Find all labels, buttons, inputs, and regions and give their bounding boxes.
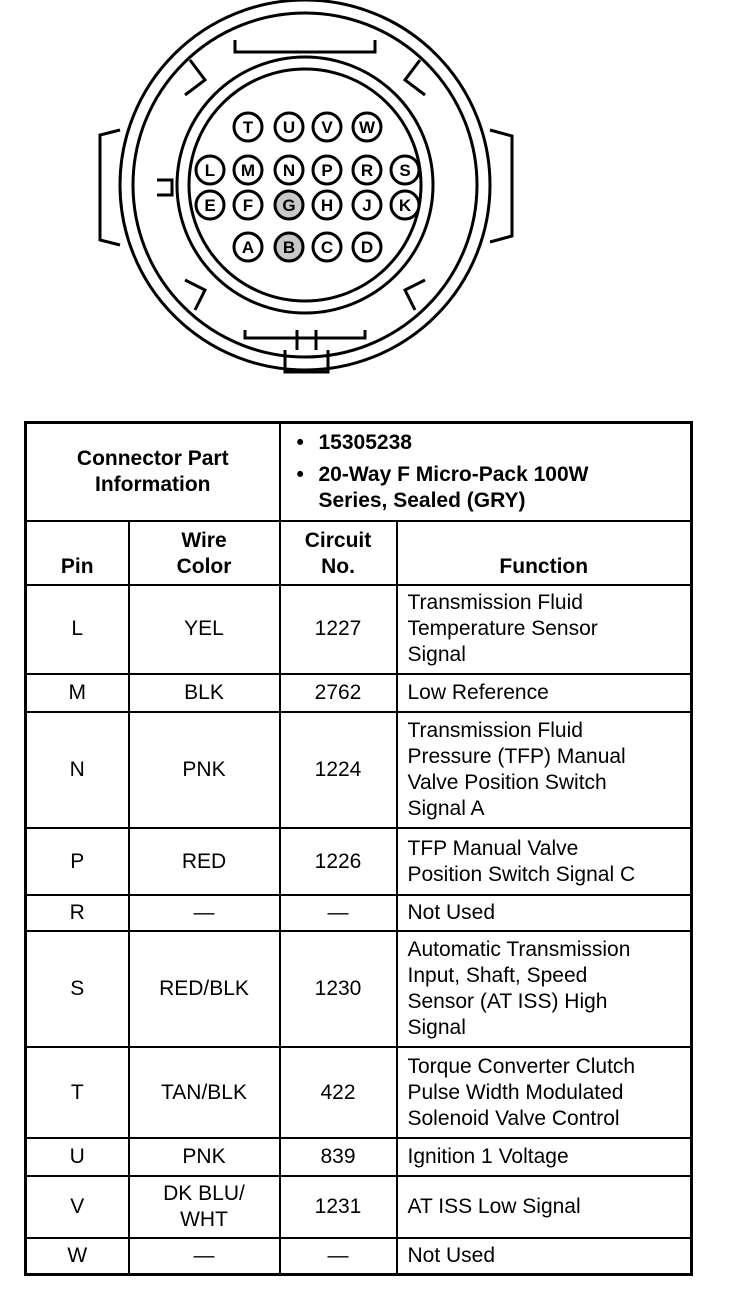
connector-pin-label: U	[282, 118, 296, 137]
pin-cell: T	[26, 1047, 129, 1137]
function-cell	[397, 931, 692, 1048]
latch-slot-left	[157, 180, 172, 195]
function-line: Solenoid Valve Control	[407, 1106, 620, 1130]
connector-pin-face-inner	[189, 69, 421, 301]
wire-color-cell	[129, 931, 280, 1048]
connector-pin-label: P	[321, 161, 333, 180]
header-function: Function	[397, 521, 692, 585]
function-cell	[397, 1238, 692, 1274]
latch-slot-top-left	[185, 60, 205, 95]
connector-pins	[196, 113, 419, 261]
connector-pin-label: D	[360, 238, 374, 257]
connector-pin-B	[275, 233, 303, 261]
wire-color-line: PNK	[182, 758, 226, 782]
function-line: Temperature Sensor	[407, 617, 598, 641]
function-line: Transmission Fluid	[407, 591, 583, 615]
wire-color-cell	[129, 1138, 280, 1176]
function-cell	[397, 1176, 692, 1238]
connector-key	[245, 330, 365, 338]
pin-cell: V	[26, 1176, 129, 1238]
connector-pin-W	[353, 113, 381, 141]
wire-color-cell	[129, 674, 280, 712]
wire-color-cell	[129, 828, 280, 894]
connector-pin-label: B	[282, 238, 296, 257]
connector-pin-label: T	[242, 118, 254, 137]
wire-color-line: TAN/BLK	[161, 1080, 247, 1104]
function-cell	[397, 895, 692, 931]
function-line: Low Reference	[407, 680, 549, 704]
circuit-cell: 839	[280, 1138, 397, 1176]
pin-cell: N	[26, 712, 129, 829]
function-line: Signal	[407, 643, 466, 667]
function-line: Input, Shaft, Speed	[407, 964, 588, 988]
connector-pin-label: H	[320, 196, 334, 215]
connector-pin-label: M	[240, 161, 256, 180]
table-row	[26, 585, 692, 673]
connector-left-tab	[100, 130, 120, 245]
function-line: Signal A	[407, 797, 485, 821]
function-line: AT ISS Low Signal	[407, 1195, 581, 1219]
pin-rows	[26, 585, 692, 1274]
connector-pin-R	[353, 156, 381, 184]
connector-pin-label: G	[282, 196, 296, 215]
pin-cell: W	[26, 1238, 129, 1274]
table-row	[26, 931, 692, 1048]
circuit-cell: 1226	[280, 828, 397, 894]
pin-cell: L	[26, 585, 129, 673]
table-row	[26, 712, 692, 829]
connector-pin-V	[313, 113, 341, 141]
circuit-cell: 1230	[280, 931, 397, 1048]
header-wire-color: Wire Color	[129, 521, 280, 585]
connector-pin-label: F	[242, 196, 254, 215]
wire-color-line: —	[193, 900, 215, 924]
circuit-cell: 1227	[280, 585, 397, 673]
wire-color-line: YEL	[184, 617, 224, 641]
info-title-line-2: Information	[95, 472, 211, 496]
connector-description-line-2: Series, Sealed (GRY)	[318, 488, 526, 512]
table-row	[26, 895, 692, 931]
function-line: Signal	[407, 1016, 466, 1040]
latch-slot-top-right	[405, 60, 425, 95]
wire-color-cell	[129, 585, 280, 673]
wire-color-line: RED	[181, 849, 227, 873]
connector-pin-L	[196, 156, 224, 184]
pin-cell: M	[26, 674, 129, 712]
function-line: Sensor (AT ISS) High	[407, 990, 608, 1014]
connector-pin-A	[234, 233, 262, 261]
wire-color-line: —	[193, 1244, 215, 1268]
pin-cell: S	[26, 931, 129, 1048]
connector-right-tab	[490, 130, 512, 242]
header-circuit-no: Circuit No.	[280, 521, 397, 585]
circuit-cell: —	[280, 1238, 397, 1274]
connector-description-line-1: 20-Way F Micro-Pack 100W	[318, 462, 589, 486]
pin-cell: P	[26, 828, 129, 894]
latch-slot-top	[235, 40, 375, 52]
part-number: 15305238	[318, 430, 412, 454]
header-pin: Pin	[26, 521, 129, 585]
connector-pin-label: V	[321, 118, 333, 137]
connector-info-row	[26, 423, 692, 521]
connector-pin-label: E	[204, 196, 216, 215]
function-cell	[397, 1047, 692, 1137]
connector-pin-C	[313, 233, 341, 261]
connector-info-details	[280, 423, 692, 521]
latch-slot-bottom-left	[185, 280, 205, 310]
bullet-icon: •	[296, 430, 304, 454]
table-row	[26, 1138, 692, 1176]
circuit-cell: 422	[280, 1047, 397, 1137]
connector-pin-K	[391, 191, 419, 219]
circuit-cell: 1224	[280, 712, 397, 829]
connector-pin-label: C	[320, 238, 334, 257]
connector-pin-S	[391, 156, 419, 184]
table-row	[26, 828, 692, 894]
connector-info-title	[26, 423, 280, 521]
function-line: TFP Manual Valve	[407, 836, 579, 860]
connector-pin-label: A	[241, 238, 255, 257]
connector-face-diagram	[0, 0, 736, 400]
wire-color-line: WHT	[180, 1208, 228, 1232]
table-row	[26, 1238, 692, 1274]
connector-pin-U	[275, 113, 303, 141]
circuit-cell: 2762	[280, 674, 397, 712]
table-row	[26, 674, 692, 712]
bullet-icon: •	[296, 462, 304, 486]
connector-pin-E	[196, 191, 224, 219]
connector-pin-F	[234, 191, 262, 219]
wire-color-cell	[129, 712, 280, 829]
pin-cell: U	[26, 1138, 129, 1176]
function-line: Not Used	[407, 900, 496, 924]
connector-pin-D	[353, 233, 381, 261]
connector-pin-label: W	[358, 118, 376, 137]
function-cell	[397, 585, 692, 673]
connector-pin-label: R	[360, 161, 374, 180]
connector-pin-label: L	[204, 161, 216, 180]
wire-color-cell	[129, 895, 280, 931]
function-cell	[397, 712, 692, 829]
latch-slot-bottom-right	[405, 280, 425, 310]
wire-color-cell	[129, 1238, 280, 1274]
pin-cell: R	[26, 895, 129, 931]
info-title-line-1: Connector Part	[76, 446, 229, 470]
table-row	[26, 1176, 692, 1238]
function-line: Transmission Fluid	[407, 719, 583, 743]
connector-inner-ring	[133, 13, 477, 357]
connector-pin-label: S	[399, 161, 411, 180]
function-cell	[397, 674, 692, 712]
wire-color-line: BLK	[184, 680, 224, 704]
connector-pin-N	[275, 156, 303, 184]
function-line: Not Used	[407, 1244, 496, 1268]
circuit-cell: —	[280, 895, 397, 931]
function-cell	[397, 1138, 692, 1176]
function-line: Automatic Transmission	[407, 938, 631, 962]
wire-color-cell	[129, 1176, 280, 1238]
wire-color-line: DK BLU/	[163, 1182, 245, 1206]
circuit-cell: 1231	[280, 1176, 397, 1238]
connector-pin-face	[177, 57, 433, 313]
connector-pin-G	[275, 191, 303, 219]
connector-pin-label: N	[282, 161, 296, 180]
table-header-row	[26, 521, 692, 585]
function-cell	[397, 828, 692, 894]
function-line: Ignition 1 Voltage	[407, 1144, 569, 1168]
function-line: Valve Position Switch	[407, 771, 607, 795]
wire-color-line: PNK	[182, 1144, 226, 1168]
connector-pin-P	[313, 156, 341, 184]
connector-pin-T	[234, 113, 262, 141]
function-line: Pressure (TFP) Manual	[407, 745, 626, 769]
connector-pin-label: K	[398, 196, 412, 215]
function-line: Position Switch Signal C	[407, 862, 636, 886]
table-row	[26, 1047, 692, 1137]
connector-pin-label: J	[362, 196, 372, 215]
function-line: Pulse Width Modulated	[407, 1080, 624, 1104]
connector-pinout-table	[24, 421, 693, 1276]
connector-pin-J	[353, 191, 381, 219]
function-line: Torque Converter Clutch	[407, 1054, 636, 1078]
wire-color-cell	[129, 1047, 280, 1137]
connector-pin-H	[313, 191, 341, 219]
wire-color-line: RED/BLK	[159, 977, 249, 1001]
connector-pin-M	[234, 156, 262, 184]
